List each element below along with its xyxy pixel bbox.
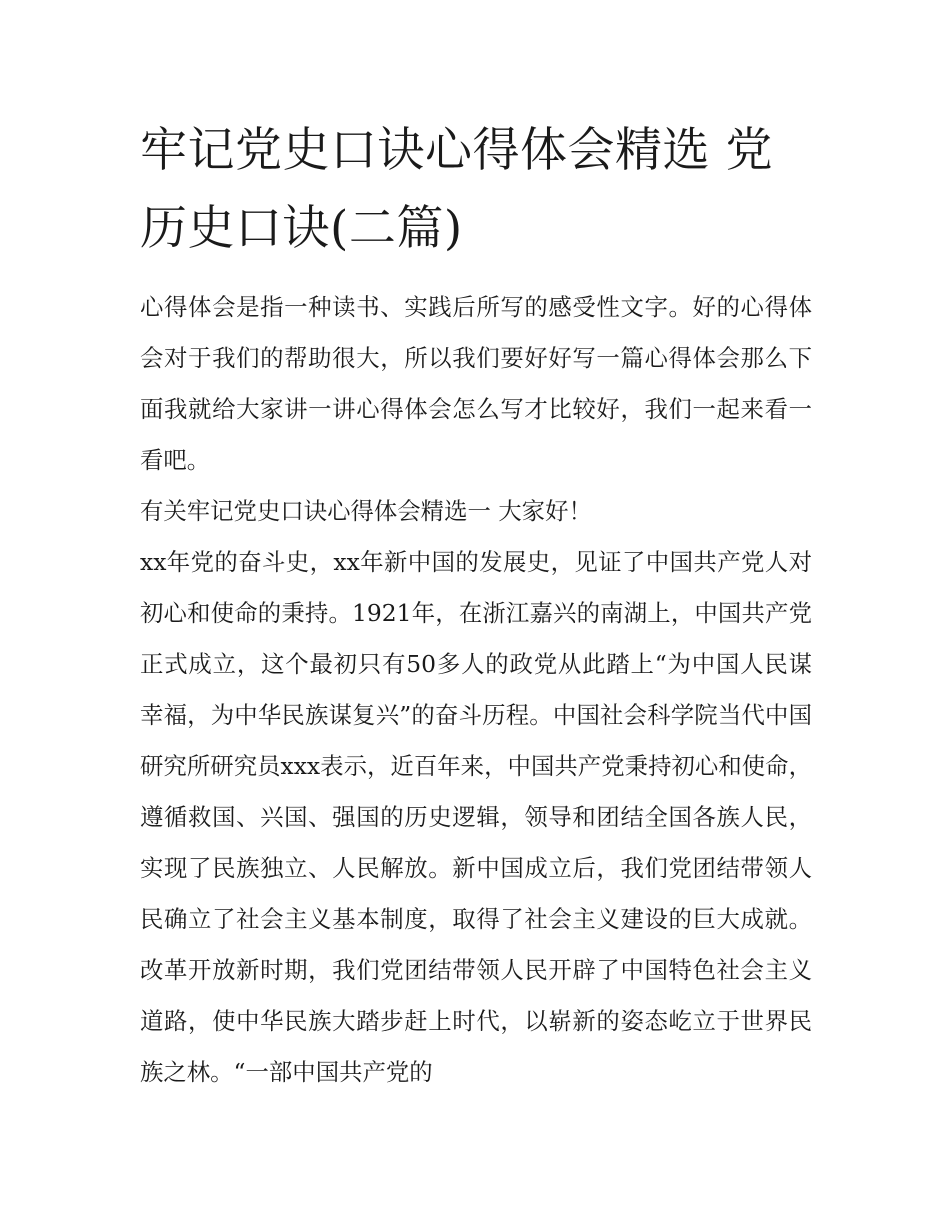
intro-paragraph: 心得体会是指一种读书、实践后所写的感受性文字。好的心得体会对于我们的帮助很大，所以我们要好好写一篇心得体会那么下面我就给大家讲一讲心得体会怎么写才比较好，我们一起来看一看吧。 (140, 293, 812, 474)
document-body (140, 282, 812, 1098)
document-page (140, 112, 812, 1098)
document-title: 牢记党史口诀心得体会精选 党历史口诀(二篇) (140, 123, 773, 256)
section-heading-paragraph: 有关牢记党史口诀心得体会精选一 大家好！ (140, 497, 592, 525)
main-paragraph: xx年党的奋斗史，xx年新中国的发展史，见证了中国共产党人对初心和使命的秉持。1921年，在浙江嘉兴的南湖上，中国共产党正式成立，这个最初只有50多人的政党从此踏上“为中国人民谋幸福，为中华民族谋复兴”的奋斗历程。中国社会科学院当代中国研究所研究员xxx表示，近百年来，中国共产党秉持初心和使命，遵循救国、兴国、强国的历史逻辑，领导和团结全国各族人民，实现了民族独立、人民解放。新中国成立后，我们党团结带领人民确立了社会主义基本制度，取得了社会主义建设的巨大成就。改革开放新时期，我们党团结带领人民开辟了中国特色社会主义道路，使中华民族大踏步赶上时代，以崭新的姿态屹立于世界民族之林。“一部中国共产党的 (140, 548, 812, 1086)
